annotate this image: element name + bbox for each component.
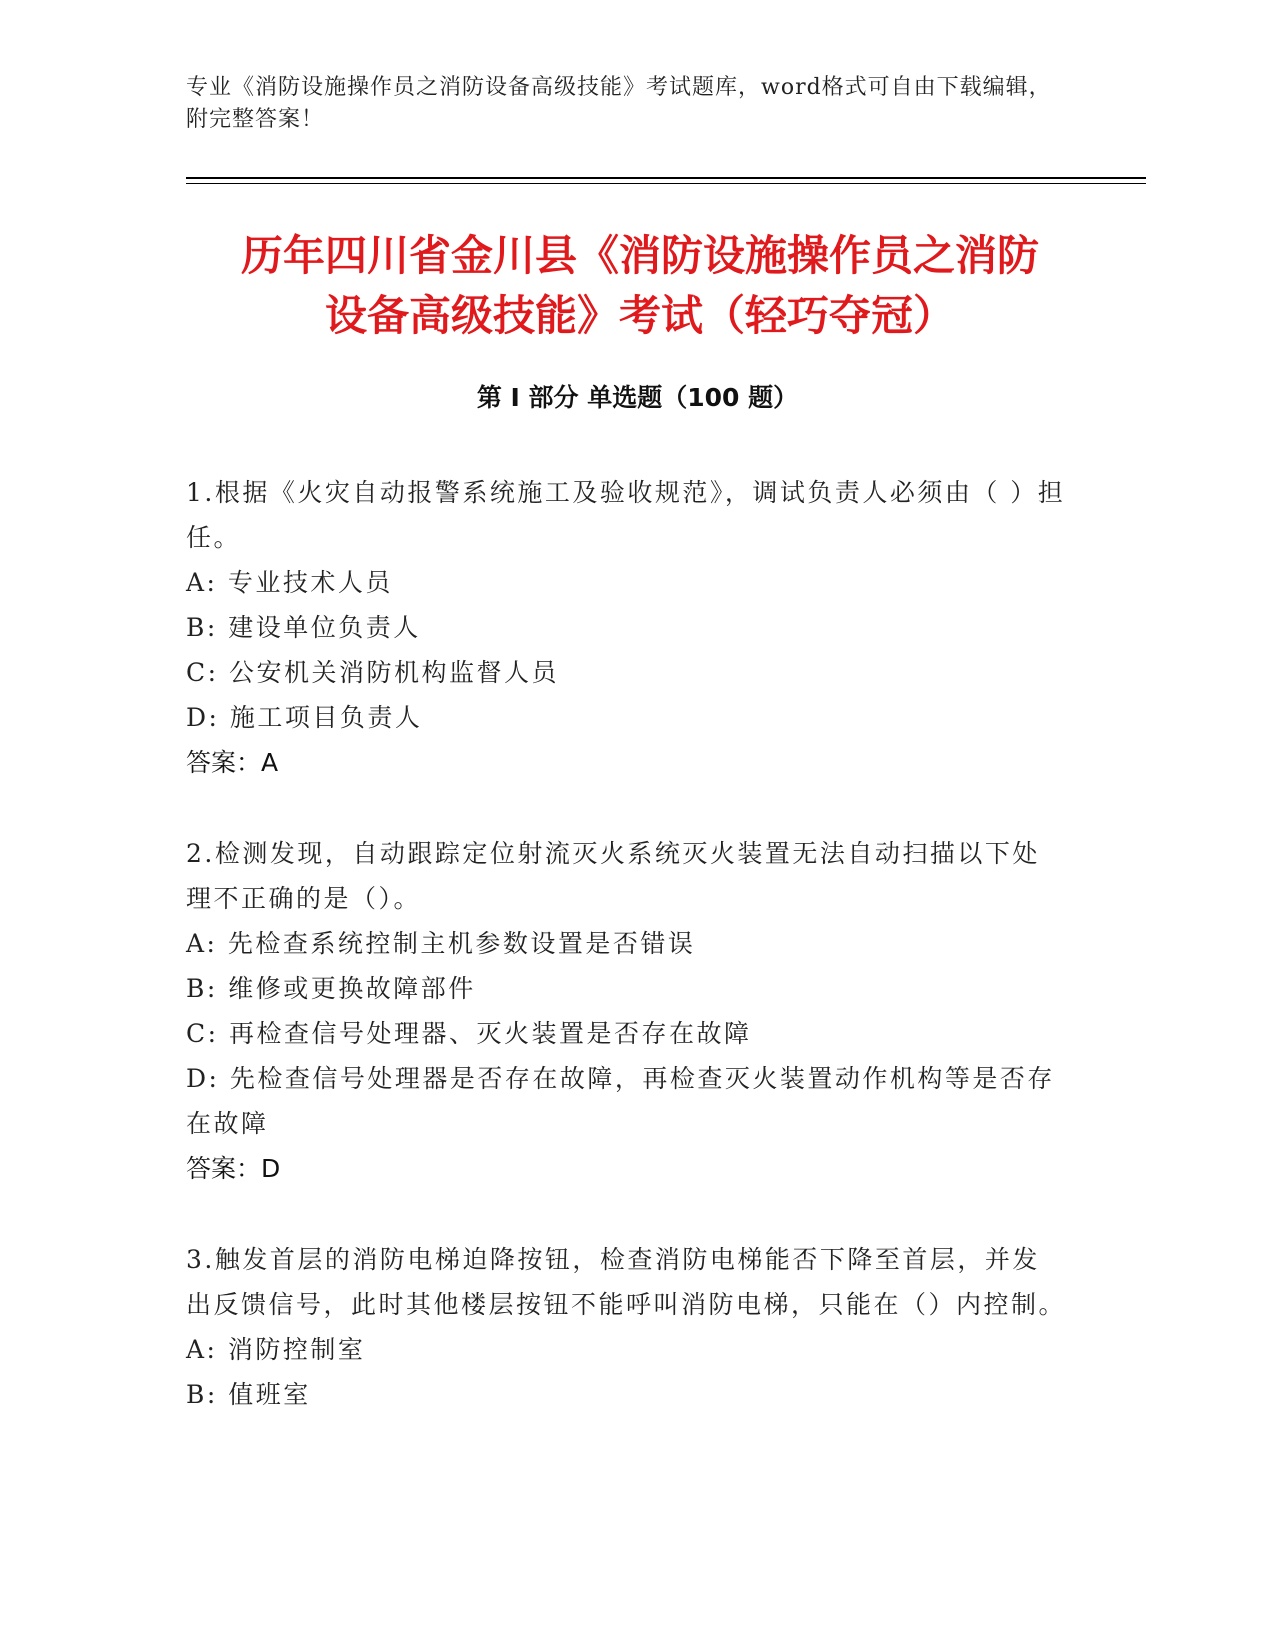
- option-c: C: 公安机关消防机构监督人员: [186, 658, 559, 687]
- option-b: B: 维修或更换故障部件: [186, 974, 476, 1003]
- section-heading: 第 I 部分 单选题（100 题）: [476, 383, 799, 412]
- option-b: B: 建设单位负责人: [186, 613, 421, 642]
- question-stem: 2.检测发现，自动跟踪定位射流灭火系统灭火装置无法自动扫描以下处理不正确的是（）。: [186, 839, 1040, 913]
- answer: 答案：D: [186, 1154, 281, 1183]
- option-a: A: 专业技术人员: [186, 568, 393, 597]
- option-c: C: 再检查信号处理器、灭火装置是否存在故障: [186, 1019, 752, 1048]
- question-3: [186, 1237, 1066, 1417]
- option-a: A: 消防控制室: [186, 1335, 366, 1364]
- header-note: 专业《消防设施操作员之消防设备高级技能》考试题库，word格式可自由下载编辑，附完整答案！: [186, 75, 1052, 132]
- answer: 答案：A: [186, 748, 279, 777]
- title-line-1: 历年四川省金川县《消防设施操作员之消防: [240, 231, 1039, 280]
- option-d: D: 施工项目负责人: [186, 703, 423, 732]
- document-title: [180, 226, 1100, 346]
- header-rule-thin: [186, 183, 1146, 184]
- question-1: [186, 470, 1066, 785]
- option-a: A: 先检查系统控制主机参数设置是否错误: [186, 929, 696, 958]
- question-2: [186, 831, 1066, 1191]
- title-line-2: 设备高级技能》考试（轻巧夺冠）: [324, 291, 955, 340]
- header-rule-thick: [186, 177, 1146, 179]
- question-stem: 1.根据《火灾自动报警系统施工及验收规范》，调试负责人必须由（ ）担任。: [186, 478, 1066, 552]
- option-b: B: 值班室: [186, 1380, 311, 1409]
- question-list: [186, 470, 1066, 1463]
- option-d: D: 先检查信号处理器是否存在故障，再检查灭火装置动作机构等是否存在故障: [186, 1064, 1055, 1138]
- question-stem: 3.触发首层的消防电梯迫降按钮，检查消防电梯能否下降至首层，并发出反馈信号，此时其他楼层按钮不能呼叫消防电梯，只能在（）内控制。: [186, 1245, 1067, 1319]
